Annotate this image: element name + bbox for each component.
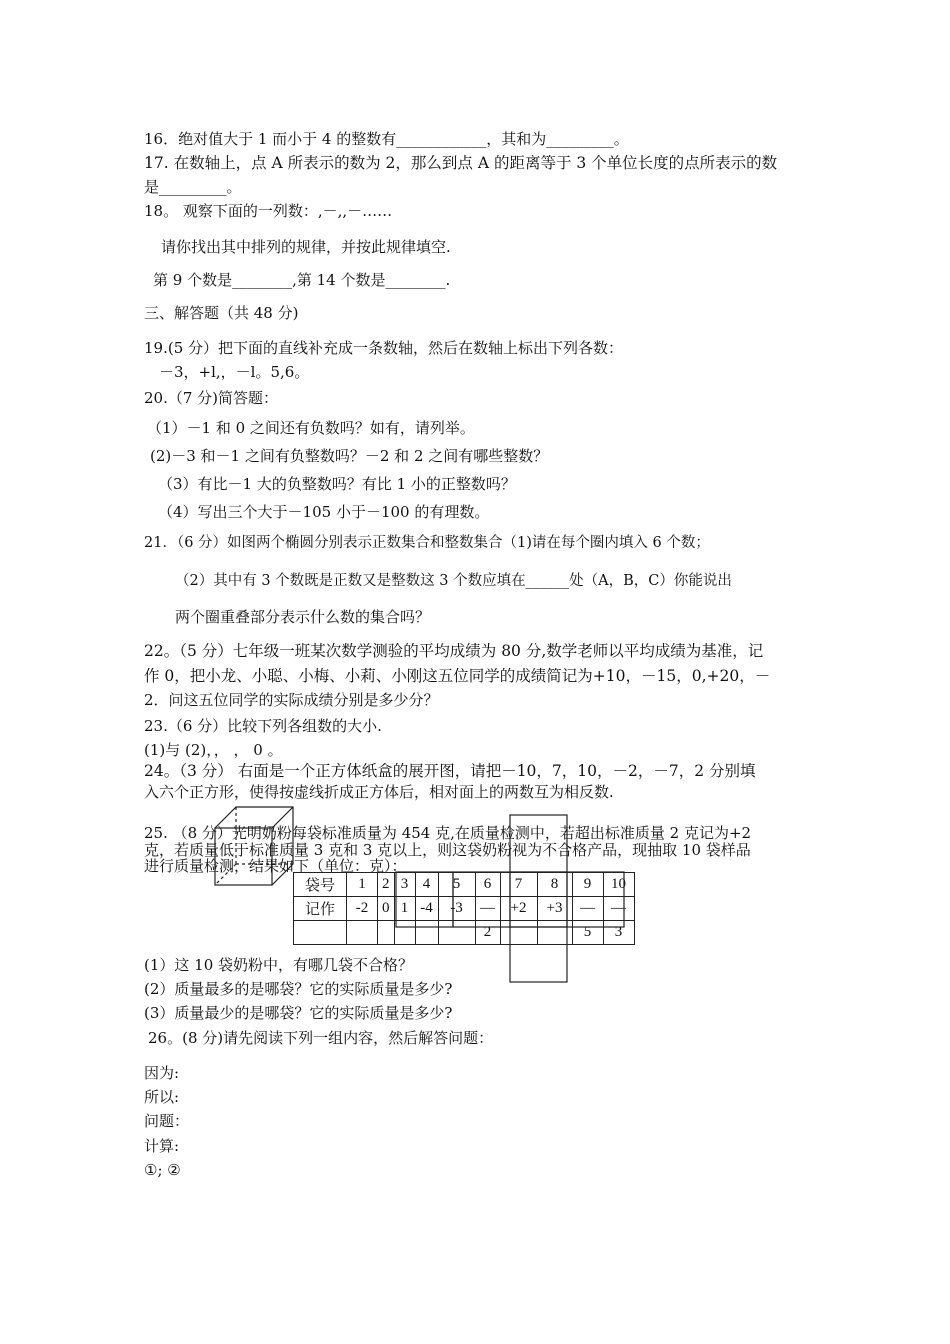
milk-powder-table bbox=[293, 872, 635, 945]
question-18-blanks: 第 9 个数是________,第 14 个数是________. bbox=[153, 271, 451, 289]
question-23-items: (1)与 (2)，， ， 0 。 bbox=[144, 741, 283, 759]
table-cell bbox=[347, 921, 378, 945]
question-21-part-2: （2）其中有 3 个数既是正数又是整数这 3 个数应填在______处（A，B，C）你能说出 bbox=[175, 573, 732, 589]
question-20-part-3: （3）有比－1 大的负整数吗？有比 1 小的正整数吗？ bbox=[158, 475, 516, 493]
question-25: 25. （8 分）光明奶粉每袋标准质量为 454 克,在质量检测中，若超出标准质量 2 克记为+2 bbox=[144, 824, 752, 842]
question-25-part-2: (2）质量最多的是哪袋？它的实际质量是多少? bbox=[144, 980, 453, 998]
table-header-label: 袋号 bbox=[294, 873, 347, 897]
label-because: 因为: bbox=[144, 1064, 180, 1082]
table-cell: — bbox=[475, 897, 500, 921]
question-16: 16．绝对值大于 1 而小于 4 的整数有____________，其和为_________。 bbox=[144, 130, 629, 148]
question-17: 17. 在数轴上，点 A 所表示的数为 2，那么到点 A 的距离等于 3 个单位长度的点所表示的数 bbox=[144, 154, 778, 172]
table-cell bbox=[378, 921, 395, 945]
question-21-part-2b: 两个圈重叠部分表示什么数的集合吗？ bbox=[175, 608, 431, 626]
question-22-line-2: 作 0，把小龙、小聪、小梅、小莉、小刚这五位同学的成绩简记为+10，－15，0,+20，－ bbox=[144, 667, 771, 685]
label-calculate: 计算: bbox=[144, 1137, 180, 1155]
table-cell bbox=[438, 921, 475, 945]
table-cell bbox=[394, 921, 415, 945]
question-26: 26。(8 分)请先阅读下列一组内容，然后解答问题： bbox=[148, 1029, 494, 1047]
table-cell: -3 bbox=[438, 897, 475, 921]
question-22-line-3: 2．问这五位同学的实际成绩分别是多少分？ bbox=[144, 691, 439, 709]
question-24-line-2: 入六个正方形，使得按虚线折成正方体后，相对面上的两数互为相反数. bbox=[144, 783, 614, 801]
table-header-row bbox=[294, 873, 635, 897]
table-cell: 1 bbox=[347, 873, 378, 897]
table-cell: — bbox=[572, 897, 603, 921]
table-row bbox=[294, 897, 635, 921]
question-20-part-1: （1）－1 和 0 之间还有负数吗？如有，请列举。 bbox=[147, 419, 475, 437]
table-cell: 5 bbox=[438, 873, 475, 897]
question-25-line-2: 克，若质量低于标准质量 3 克和 3 克以上，则这袋奶粉视为不合格产品，现抽取 10 袋样品 bbox=[144, 841, 751, 859]
table-cell: -4 bbox=[415, 897, 438, 921]
table-cell bbox=[415, 921, 438, 945]
table-cell: 7 bbox=[500, 873, 537, 897]
table-cell bbox=[500, 921, 537, 945]
question-25-line-3: 进行质量检测，结果如下（单位：克）： bbox=[144, 857, 407, 875]
table-cell: 0 bbox=[378, 897, 395, 921]
question-20: 20.（7 分)简答题： bbox=[144, 389, 279, 407]
question-23: 23.（6 分）比较下列各组数的大小. bbox=[144, 717, 382, 735]
table-cell: 6 bbox=[475, 873, 500, 897]
table-cell: +3 bbox=[537, 897, 572, 921]
table-cell: 9 bbox=[572, 873, 603, 897]
question-17-blank: 是_________。 bbox=[144, 178, 242, 196]
question-19-numbers: －3，+l,，－l。5,6。 bbox=[159, 363, 310, 381]
table-cell: 2 bbox=[475, 921, 500, 945]
table-cell: 2 bbox=[378, 873, 395, 897]
table-row bbox=[294, 921, 635, 945]
question-19: 19.(5 分）把下面的直线补充成一条数轴，然后在数轴上标出下列各数： bbox=[144, 339, 624, 357]
question-25-part-1: (1）这 10 袋奶粉中，有哪几袋不合格？ bbox=[144, 956, 414, 974]
table-cell: 8 bbox=[537, 873, 572, 897]
table-cell: +2 bbox=[500, 897, 537, 921]
table-cell bbox=[537, 921, 572, 945]
table-cell: 3 bbox=[603, 921, 634, 945]
table-cell: 1 bbox=[394, 897, 415, 921]
table-cell: -2 bbox=[347, 897, 378, 921]
question-20-part-2: (2)－3 和－1 之间有负整数吗？－2 和 2 之间有哪些整数？ bbox=[150, 447, 549, 465]
table-cell: 10 bbox=[603, 873, 634, 897]
question-22: 22。（5 分）七年级一班某次数学测验的平均成绩为 80 分,数学老师以平均成绩为基准，记 bbox=[144, 642, 764, 660]
table-cell: 5 bbox=[572, 921, 603, 945]
table-row-label: 记作 bbox=[294, 897, 347, 921]
label-circled-items: ①; ② bbox=[144, 1161, 181, 1179]
section-3-heading: 三、解答题（共 48 分) bbox=[144, 304, 299, 322]
label-question: 问题： bbox=[144, 1112, 190, 1130]
label-so: 所以: bbox=[144, 1088, 180, 1106]
question-18: 18。 观察下面的一列数：,－,,－…… bbox=[144, 202, 393, 220]
question-18-instruction: 请你找出其中排列的规律，并按此规律填空. bbox=[161, 238, 451, 256]
table-cell: — bbox=[603, 897, 634, 921]
table-cell: 4 bbox=[415, 873, 438, 897]
question-21: 21．（6 分）如图两个椭圆分别表示正数集合和整数集合（1)请在每个圈内填入 6 个数； bbox=[144, 535, 710, 551]
table-row-label bbox=[294, 921, 347, 945]
question-25-part-3: (3）质量最少的是哪袋？它的实际质量是多少? bbox=[144, 1004, 453, 1022]
question-24: 24。（3 分） 右面是一个正方体纸盒的展开图，请把－10，7，10，－2，－7，2 分别填 bbox=[144, 762, 756, 780]
question-20-part-4: （4）写出三个大于－105 小于－100 的有理数。 bbox=[158, 503, 490, 521]
table-cell: 3 bbox=[394, 873, 415, 897]
